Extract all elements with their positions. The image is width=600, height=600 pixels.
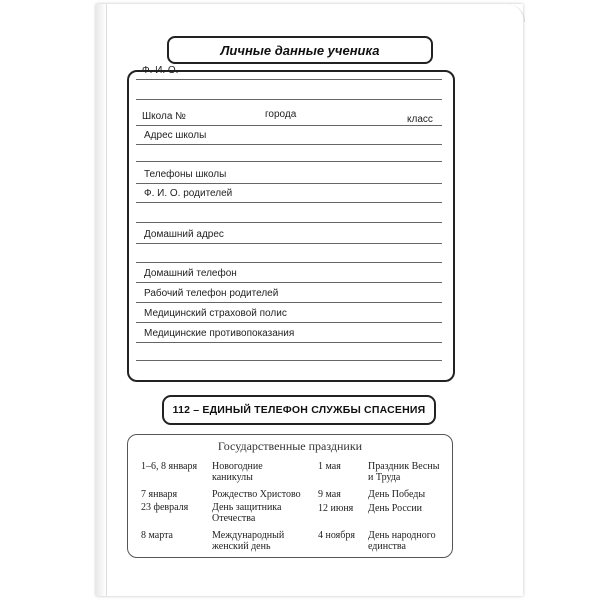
medical-policy-row[interactable] (136, 306, 442, 323)
class-label: класс (407, 114, 433, 125)
fio-label: Ф. И. О. (142, 65, 179, 76)
holiday-name: Праздник Весны и Труда (368, 461, 440, 483)
student-data-title (167, 36, 433, 64)
holiday-name: День Победы (368, 489, 426, 500)
holiday-name: Рождество Христово (212, 489, 301, 500)
city-label: города (265, 109, 297, 120)
medical-contra-extra-line (136, 360, 442, 361)
school-phones-row[interactable] (136, 168, 442, 184)
fio-row[interactable] (136, 65, 442, 80)
home-phone-row[interactable] (136, 264, 442, 283)
school-address-row[interactable] (136, 128, 442, 145)
holiday-date: 1 мая (318, 461, 341, 472)
school-label: Школа № (142, 111, 186, 122)
school-address-label: Адрес школы (144, 130, 207, 141)
emergency-phone-banner (162, 395, 436, 425)
holiday-date: 23 февраля (141, 502, 189, 513)
holiday-name: День России (368, 503, 422, 514)
student-data-title-text: Личные данные ученика (220, 42, 380, 58)
fio-extra-line (136, 99, 442, 100)
parents-fio-label: Ф. И. О. родителей (144, 188, 233, 199)
holiday-date: 4 ноября (318, 530, 355, 541)
parents-work-phone-label: Рабочий телефон родителей (144, 288, 279, 299)
medical-contra-label: Медицинские противопоказания (144, 328, 295, 339)
holiday-name: День народного единства (368, 530, 436, 552)
parents-work-phone-row[interactable] (136, 287, 442, 303)
school-row[interactable] (136, 110, 442, 126)
holiday-date: 12 июня (318, 503, 354, 514)
holiday-date: 9 мая (318, 489, 341, 500)
holiday-name: День защитника Отечества (212, 502, 282, 524)
holiday-date: 8 марта (141, 530, 173, 541)
holiday-date: 1–6, 8 января (141, 461, 198, 472)
home-address-row[interactable] (136, 226, 442, 244)
parents-fio-row[interactable] (136, 188, 442, 203)
medical-contra-row[interactable] (136, 327, 442, 343)
emergency-phone-text: 112 – ЕДИНЫЙ ТЕЛЕФОН СЛУЖБЫ СПАСЕНИЯ (172, 404, 426, 416)
holiday-name: Международный женский день (212, 530, 285, 552)
home-address-extra-line (136, 262, 442, 263)
holiday-name: Новогодние каникулы (212, 461, 263, 483)
school-address-extra-line (136, 161, 442, 162)
holidays-title: Государственные праздники (217, 439, 363, 453)
page-spine (96, 4, 107, 596)
home-phone-label: Домашний телефон (144, 268, 237, 279)
holiday-date: 7 января (141, 489, 178, 500)
parents-fio-extra-line (136, 222, 442, 223)
home-address-label: Домашний адрес (144, 229, 224, 240)
medical-policy-label: Медицинский страховой полис (144, 308, 287, 319)
school-phones-label: Телефоны школы (144, 169, 227, 180)
